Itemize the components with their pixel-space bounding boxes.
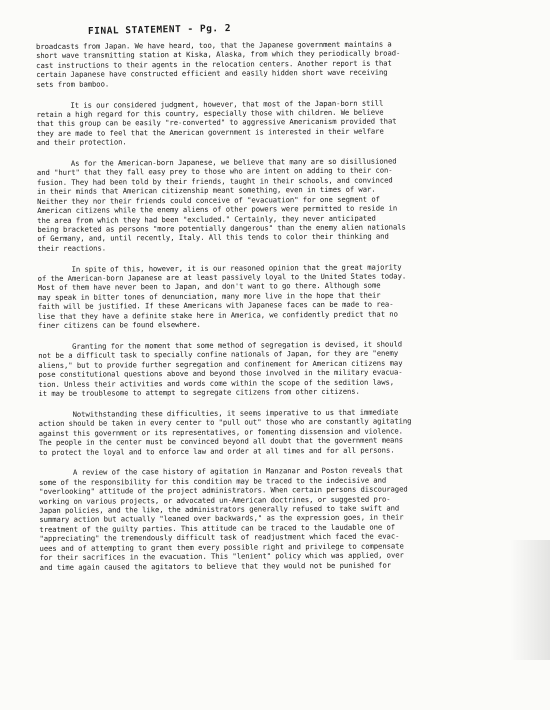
text-line: working on various projects, or advocated un-American doctrines, or suggested pro- [39,494,391,506]
paragraph [38,339,530,399]
text-line: it may be troublesome to attempt to segregate citizens from other citizens. [38,386,360,398]
text-line: Notwithstanding these difficulties, it seems imperative to us that immediate [72,407,399,419]
text-line: Most of them have never been to Japan, and don't want to go there. Although some [37,281,381,293]
text-line: Japan policies, and the like, the administrators generally refused to take swift and [39,503,400,516]
text-line: tion. Unless their activities and words come within the scope of the sedition laws, [38,377,395,389]
text-line: retain a high regard for this country, especially those with children. We believe [36,107,384,119]
text-line: and time again caused the agitators to believe that they would not be punished for [39,560,392,572]
text-line: being bracketed as persons "more potentially dangerous" than the enemy alien nationals [37,222,406,234]
text-line: and their protection. [36,137,127,148]
text-line: faith will be justified. If these Americans with Japanese faces can be made to rea- [37,299,394,312]
text-line: their reactions. [37,243,107,253]
text-line: pose constitutional questions above and beyond those involved in the military evacua- [38,367,403,380]
paragraph [39,465,532,572]
text-line: Neither they nor their friends could conceive of "evacuation" for one segment of [37,194,380,206]
paragraph [39,406,531,456]
document-body [36,39,532,572]
page-header: FINAL STATEMENT - Pg. 2 [87,23,232,37]
text-line: may speak in bitter tones of denunciation, many more live in the hope that their [37,290,381,302]
text-line: sets from bamboo. [36,79,110,89]
text-line: to protect the loyal and to enforce law and order at all times and for all persons. [38,445,395,457]
text-line: The people in the center must be convinced beyond all doubt that the government means [38,435,404,448]
text-line: they are made to feel that the American government is interested in their welfare [36,126,384,138]
text-line: finer citizens can be found elsewhere. [37,319,201,331]
text-line: treatment of the guilty parties. This attitude can be traced to the laudable one of [39,522,396,534]
text-line: in their minds that American citizenship meant something, even in times of war. [37,184,376,197]
text-line: broadcasts from Japan. We have heard, too, that the Japanese government maintains a [36,39,392,51]
text-line: A review of the case history of agitation in Manzanar and Poston reveals that [72,465,403,478]
text-line: of the American-born Japanese are at least passively loyal to the United States today. [37,271,407,284]
text-line: "appreciating" the tremendously difficult task of readjustment which faced the evac- [39,531,400,544]
text-line: fusion. They had been told by their friends, taught in their schools, and convinced [36,175,393,187]
text-line: summary action but actually "leaned over backwards," as the expression goes, in their [39,512,404,525]
text-line: short wave transmitting station at Kiska, Alaska, from which they periodically broad- [36,48,401,61]
text-line: some of the responsibility for this condition may be traced to the indecisive and [39,475,387,487]
text-line: and "hurt" that they fall easy prey to those who are intent on adding to their con- [36,165,393,178]
text-line: for their sacrifices in the evacuation. This "lenient" policy which was applied, over [39,550,404,563]
paragraph [38,261,530,330]
text-line: Granting for the moment that some method of segregation is devised, it should [72,339,403,351]
text-line: As for the American-born Japanese, we believe that many are so disillusioned [70,156,397,168]
text-line: the area from which they had been "excluded." Certainly, they never anticipated [37,213,376,225]
text-line: lise that they have a definite stake here in America, we confidently predict that no [37,309,398,321]
paragraph [36,39,528,89]
paragraph [37,156,530,253]
text-line: not be a difficult task to specially confine nationals of Japan, for they are "enemy [38,348,399,361]
text-line: In spite of this, however, it is our reasoned opinion that the great majority [71,262,402,274]
text-line: It is our considered judgment, however, that most of the Japan-born still [70,98,384,110]
text-line: "overlooking" attitude of the project administrators. When certain persons discouraged [39,484,408,497]
text-line: action should be taken in every center to "pull out" those who are constantly agitating [38,416,412,429]
text-line: against this government or its representatives, or fomenting dissension and violence. [38,426,403,438]
text-line: aliens," but to provide further segregation and confinement for American citizens may [38,358,403,370]
text-line: uees and of attempting to grant them every possible right and privilege to compensate [39,541,404,553]
text-line: that this group can be easily "re-converted" to aggressive Americanism provided that [36,116,397,129]
text-line: cast instructions to their agents in the relocation centers. Another report is that [36,58,392,70]
text-line: of Germany, and, until recently, Italy. All this tends to color their thinking and [37,231,389,244]
text-line: certain Japanese have constructed efficient and easily hidden short wave receiving [36,67,388,80]
text-line: American citizens while the enemy aliens of other powers were permitted to reside in [37,203,398,216]
paragraph [36,97,528,147]
